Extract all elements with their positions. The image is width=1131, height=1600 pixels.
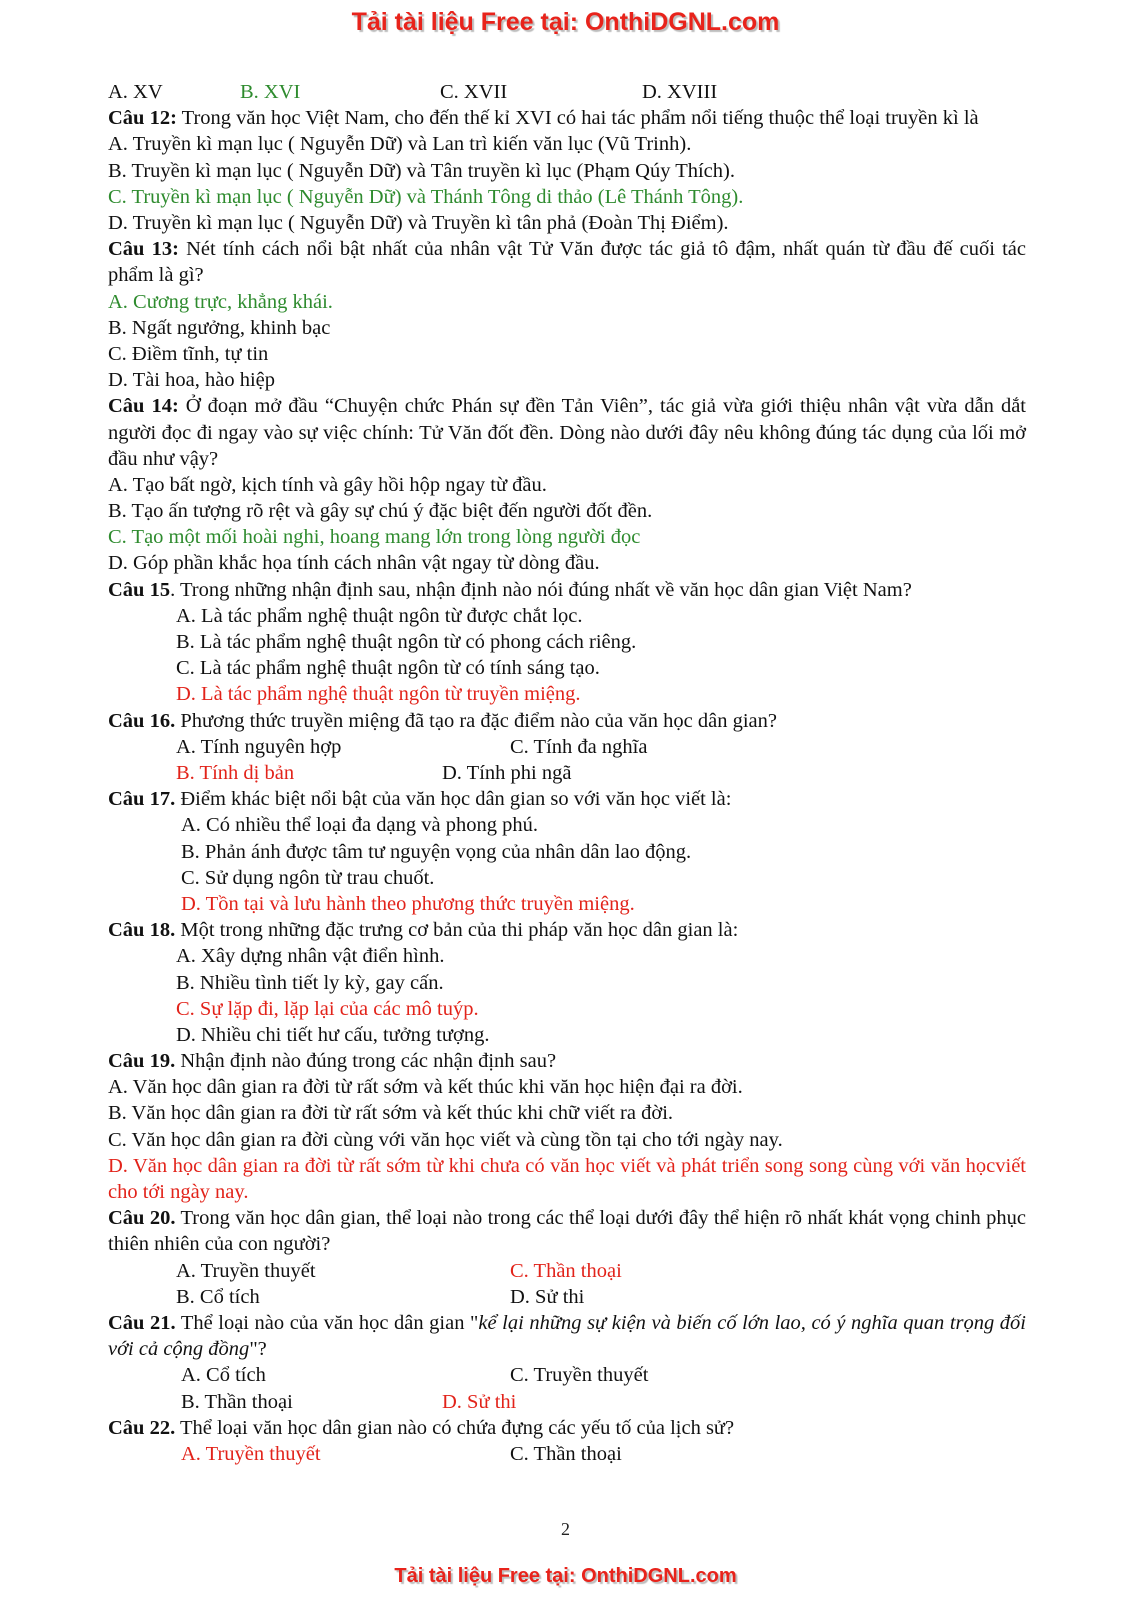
option-d: D. Tài hoa, hào hiệp [108,369,275,392]
option-a: A. Tạo bất ngờ, kịch tính và gây hồi hộp ngay từ đầu. [108,473,547,496]
question-13 [108,236,1026,288]
question-text-end: "? [249,1338,267,1361]
option-b: B. Truyền kì mạn lục ( Nguyễn Dữ) và Tân truyền kì lục (Phạm Qúy Thích). [108,159,735,182]
option-b-correct: B. Tính dị bản [176,762,295,784]
option-d: D. Tính phi ngã [442,762,572,784]
question-19 [108,1048,1026,1074]
option-c-correct: C. Truyền kì mạn lục ( Nguyễn Dữ) và Thánh Tông di thảo (Lê Thánh Tông). [108,185,744,208]
question-label: Câu 12: [108,107,177,130]
option-a: A. Có nhiều thể loại đa dạng và phong phú. [181,814,538,837]
option-c: C. Là tác phẩm nghệ thuật ngôn từ có tính sáng tạo. [176,657,600,680]
question-21 [108,1310,1026,1362]
question-text: Thể loại nào của văn học dân gian " [175,1312,479,1335]
option-b-correct: B. XVI [240,81,301,103]
option-c: C. Văn học dân gian ra đời cùng với văn học viết và cùng tồn tại cho tới ngày nay. [108,1128,783,1151]
question-label: Câu 19. [108,1050,176,1073]
question-label: Câu 21. [108,1312,176,1335]
option-c: C. Tính đa nghĩa [510,735,648,758]
option-d: D. Góp phần khắc họa tính cách nhân vật ngay từ dòng đầu. [108,552,600,575]
option-a: A. Xây dựng nhân vật điển hình. [176,945,445,968]
option-b: B. Cổ tích [176,1285,260,1308]
question-17 [108,786,1026,812]
question-text: Ở đoạn mở đầu “Chuyện chức Phán sự đền Tản Viên”, tác giả vừa giới thiệu nhân vật vừa dẫn dắt người đọc đi ngay vào sự việc chính: Tử Văn đốt đền. Dòng nào dưới đây nêu không đúng tác dụng của lối mở đầu như vậy? [108,395,1026,470]
question-quote: kể lại những sự kiện và biến cố lớn lao, có ý nghĩa quan trọng đối với cả cộng đồng [108,1312,1026,1361]
question-label: Câu 22. [108,1416,176,1439]
option-d: D. Nhiều chi tiết hư cấu, tưởng tượng. [176,1023,490,1046]
question-18 [108,917,1026,943]
question-14 [108,393,1026,472]
question-12 [108,105,1026,131]
option-a-correct: A. Cương trực, khẳng khái. [108,290,333,313]
option-b: B. Ngất ngưởng, khinh bạc [108,316,331,339]
option-a: A. Văn học dân gian ra đời từ rất sớm và kết thúc khi văn học hiện đại ra đời. [108,1076,743,1099]
footer-banner: Tải tài liệu Free tại: OnthiDGNL.com [394,1565,737,1587]
option-c-correct: C. Sự lặp đi, lặp lại của các mô tuýp. [176,997,479,1020]
option-a: A. Truyền thuyết [176,1259,316,1282]
quiz-content [108,79,1026,1467]
q16-options-row-2 [108,760,1026,786]
question-text: Thể loại văn học dân gian nào có chứa đựng các yếu tố của lịch sử? [175,1416,735,1439]
option-d-correct: D. Tồn tại và lưu hành theo phương thức truyền miệng. [181,892,635,915]
option-d-correct: D. Văn học dân gian ra đời từ rất sớm từ khi chưa có văn học viết và phát triển song song cùng với văn họcviết cho tới ngày nay. [108,1154,1026,1204]
q22-options-row-1 [108,1441,1026,1467]
option-b: B. Phản ánh được tâm tư nguyện vọng của nhân dân lao động. [181,840,692,863]
q20-options-row-1 [108,1258,1026,1284]
question-text: Nét tính cách nổi bật nhất của nhân vật Tử Văn được tác giả tô đậm, nhất quán từ đầu đế cuối tác phẩm là gì? [108,238,1026,287]
option-a: A. Truyền kì mạn lục ( Nguyễn Dữ) và Lan trì kiến văn lục (Vũ Trinh). [108,133,692,156]
option-a: A. XV [108,81,163,103]
option-d: D. Truyền kì mạn lục ( Nguyễn Dữ) và Truyền kì tân phả (Đoàn Thị Điểm). [108,211,729,234]
option-a-correct: A. Truyền thuyết [181,1443,321,1466]
q20-options-row-2 [108,1284,1026,1310]
question-label: Câu 16. [108,709,176,732]
question-text: Trong văn học Việt Nam, cho đến thế kỉ XVI có hai tác phẩm nổi tiếng thuộc thể loại truyền kì là [176,107,979,130]
question-20 [108,1205,1026,1257]
option-a: A. Tính nguyên hợp [176,735,342,758]
option-b: B. Tạo ấn tượng rõ rệt và gây sự chú ý đặc biệt đến người đốt đền. [108,500,653,523]
option-c: C. Thần thoại [510,1443,622,1466]
option-b: B. Thần thoại [181,1390,293,1413]
question-label: Câu 18. [108,919,176,942]
q21-options-row-2 [108,1389,1026,1415]
question-label: Câu 20. [108,1207,176,1230]
question-16 [108,708,1026,734]
question-15 [108,577,1026,603]
option-d: D. XVIII [642,81,718,103]
question-text: Nhận định nào đúng trong các nhận định sau? [175,1050,557,1073]
option-c: C. XVII [440,81,508,103]
option-a: A. Là tác phẩm nghệ thuật ngôn từ được chắt lọc. [176,604,583,627]
question-label: Câu 17. [108,788,176,811]
question-22 [108,1415,1026,1441]
question-text: Trong văn học dân gian, thể loại nào trong các thể loại dưới đây thể hiện rõ nhất khát vọng chinh phục thiên nhiên của con người? [108,1207,1026,1256]
option-b: B. Nhiều tình tiết ly kỳ, gay cấn. [176,971,444,994]
option-d: D. Sử thi [510,1285,585,1308]
q16-options-row-1 [108,734,1026,760]
question-text: Điểm khác biệt nổi bật của văn học dân gian so với văn học viết là: [175,788,732,811]
option-c: C. Sử dụng ngôn từ trau chuốt. [181,866,435,889]
question-label: Câu 14: [108,395,179,418]
option-b: B. Là tác phẩm nghệ thuật ngôn từ có phong cách riêng. [176,631,637,654]
option-d-correct: D. Sử thi [442,1390,517,1413]
question-label: Câu 13: [108,238,179,261]
option-c: C. Điềm tĩnh, tự tin [108,342,269,365]
page-number: 2 [561,1519,570,1539]
question-label: Câu 15 [108,578,171,601]
option-c-correct: C. Thần thoại [510,1259,622,1282]
option-a: A. Cổ tích [181,1364,266,1387]
option-c: C. Truyền thuyết [510,1364,649,1387]
question-text: Một trong những đặc trưng cơ bản của thi pháp văn học dân gian là: [175,919,739,942]
q21-options-row-1 [108,1362,1026,1388]
question-text: . Trong những nhận định sau, nhận định nào nói đúng nhất về văn học dân gian Việt Nam? [170,578,912,601]
header-banner: Tải tài liệu Free tại: OnthiDGNL.com [351,8,780,36]
option-d-correct: D. Là tác phẩm nghệ thuật ngôn từ truyền miệng. [176,683,581,706]
option-b: B. Văn học dân gian ra đời từ rất sớm và kết thúc khi chữ viết ra đời. [108,1102,674,1125]
question-text: Phương thức truyền miệng đã tạo ra đặc điểm nào của văn học dân gian? [175,709,777,732]
q11-options [108,79,1026,105]
option-c-correct: C. Tạo một mối hoài nghi, hoang mang lớn trong lòng người đọc [108,526,641,549]
